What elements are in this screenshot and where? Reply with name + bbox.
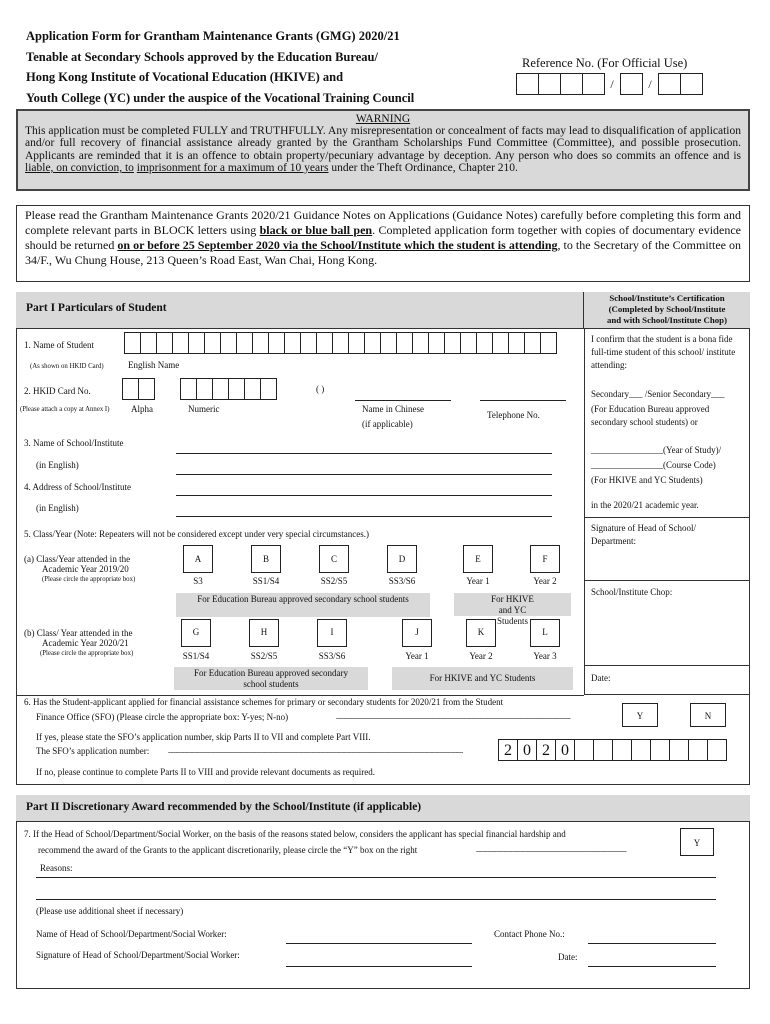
cert-heading-line-3: and with School/Institute Chop) (606, 315, 727, 325)
cert-heading-line-2: (Completed by School/Institute (608, 304, 726, 314)
title-line-2: Tenable at Secondary Schools approved by the Education Bureau/ (26, 49, 378, 64)
q6-yes-box[interactable]: Y (622, 703, 658, 727)
sfo-digit: 2 (536, 739, 556, 761)
notice-text-3: , to the Secretary of the Committee on 34/F., Wu Chung House, 213 Queen’s Road East, Wan Chai, Hong Kong. (25, 238, 741, 267)
school-name-line[interactable] (176, 453, 552, 454)
q3-in-english: (in English) (36, 460, 79, 470)
cert-date: Date: (591, 673, 611, 683)
ref-box[interactable] (560, 73, 583, 95)
hkive-group-band: For HKIVE and YC Students (454, 593, 571, 616)
q7-line-2: recommend the award of the Grants to the applicant discretionarily, please circle the “Y” box on the right (38, 845, 418, 855)
part1-heading: Part I Particulars of Student (16, 292, 584, 329)
warning-text-underline-2: imprisonment for a maximum of 10 years (136, 161, 329, 174)
q1-note: (As shown on HKID Card) (30, 363, 104, 370)
sfo-digit-empty[interactable] (631, 739, 651, 761)
q2-label: 2. HKID Card No. (24, 386, 91, 396)
reference-number-field[interactable] (516, 73, 702, 95)
school-name-english-line[interactable] (176, 474, 552, 475)
warning-box (16, 109, 750, 191)
part2-date-line[interactable] (588, 966, 716, 967)
english-name-label: English Name (128, 360, 180, 370)
q5-label: 5. Class/Year (Note: Repeaters will not be considered except under very special circumstances.) (24, 529, 369, 539)
class-option-label: Year 2 (533, 576, 557, 586)
reasons-line[interactable] (36, 877, 716, 878)
sfo-digit: 0 (517, 739, 537, 761)
warning-text: This application must be completed FULLY and TRUTHFULLY. Any misrepresentation or concealment of facts may lead to disqualification of application and/or full recovery of financial assistance already granted by the Grantham Scholarships Fund Committee (Committee), and possible prosecution. Applicants are reminded that it is an offence to obtain property/pecuniary advantage by deception. Any person who does so commits an offence and is (25, 125, 741, 162)
notice-text-1: Please read the Grantham Maintenance Grants 2020/21 Guidance Notes on Applications (Guidance Notes) carefully before completing this form and complete relevant parts in BLOCK letters using (25, 208, 741, 237)
telephone-line[interactable] (480, 400, 566, 401)
q4-label: 4. Address of School/Institute (24, 482, 131, 492)
additional-sheet-note: (Please use additional sheet if necessary) (36, 906, 184, 916)
ref-separator: / (648, 77, 652, 91)
hkive-group-band: For HKIVE and YC Students (392, 667, 573, 690)
class-option-label: SS2/S5 (320, 576, 348, 586)
telephone-label: Telephone No. (487, 410, 540, 420)
ref-box[interactable] (658, 73, 681, 95)
q2-note: (Please attach a copy at Annex I) (20, 406, 110, 413)
ref-box[interactable] (582, 73, 605, 95)
sfo-digit-empty[interactable] (612, 739, 632, 761)
cert-hkive-note: (For HKIVE and YC Students) (591, 475, 703, 485)
reasons-label: Reasons: (40, 863, 73, 873)
class-option-letter: K (477, 627, 485, 637)
q6-no-box[interactable]: N (690, 703, 726, 727)
q6-if-yes: If yes, please state the SFO’s application number, skip Parts II to VII and complete Part VIII. (36, 732, 371, 742)
class-option-label: SS1/S4 (182, 651, 210, 661)
certification-heading (584, 292, 750, 329)
if-applicable-label: (if applicable) (362, 419, 413, 429)
warning-text-end: under the Theft Ordinance, Chapter 210. (328, 161, 518, 174)
class-option-letter: E (475, 554, 481, 564)
head-signature-label: Signature of Head of School/Department/Social Worker: (36, 950, 240, 960)
class-option-letter: L (542, 627, 548, 637)
cert-year-of-study: ________________(Year of Study)/ (591, 445, 722, 455)
reference-label: Reference No. (For Official Use) (522, 56, 688, 70)
sfo-digit-empty[interactable] (688, 739, 708, 761)
sfo-digit-empty[interactable] (707, 739, 727, 761)
q7-yes-box[interactable]: Y (680, 828, 714, 856)
class-option-label: S3 (193, 576, 203, 586)
class-option-label: SS2/S5 (250, 651, 278, 661)
notice-bold-2: on or before 25 September 2020 via the School/Institute which the student is attending (117, 238, 558, 252)
cert-divider (584, 517, 750, 518)
q4-in-english: (in English) (36, 503, 79, 513)
sfo-digit: 2 (498, 739, 518, 761)
sfo-digit-empty[interactable] (650, 739, 670, 761)
sfo-digit-empty[interactable] (669, 739, 689, 761)
q6-line-1: 6. Has the Student-applicant applied for financial assistance schemes for primary or secondary students for 2020/21 from the Student (24, 697, 504, 707)
sfo-application-number[interactable] (498, 739, 727, 761)
class-option-label: Year 2 (469, 651, 493, 661)
ref-box[interactable] (516, 73, 539, 95)
head-signature-line[interactable] (286, 966, 472, 967)
school-address-line[interactable] (176, 495, 552, 496)
cert-course-code: ________________(Course Code) (591, 460, 716, 470)
class-option-letter: A (194, 554, 202, 564)
cert-divider (584, 694, 750, 695)
class-option-label: Year 1 (405, 651, 429, 661)
chinese-name-label: Name in Chinese (362, 404, 424, 414)
hkid-check-digit[interactable]: ( ) (316, 384, 325, 394)
class-option-label: Year 1 (466, 576, 490, 586)
q1-label: 1. Name of Student (24, 340, 94, 350)
reasons-line[interactable] (36, 899, 716, 900)
cert-divider (584, 580, 750, 581)
cert-chop: School/Institute Chop: (591, 587, 673, 597)
ref-box[interactable] (620, 73, 643, 95)
class-option-label: Year 3 (533, 651, 557, 661)
q5a-line-2: Academic Year 2019/20 (42, 564, 129, 574)
class-option-label: SS3/S6 (388, 576, 416, 586)
hkid-numeric-boxes[interactable] (180, 378, 276, 400)
class-option-label: SS1/S4 (252, 576, 280, 586)
edb-group-band: For Education Bureau approved secondary school students (174, 667, 368, 690)
q6-leader: -------------------------------------------------------------------------------------------------------------------------------- (336, 714, 571, 722)
class-option-letter: C (330, 554, 337, 564)
head-name-label: Name of Head of School/Department/Social Worker: (36, 929, 227, 939)
q5a-note: (Please circle the appropriate box) (42, 576, 136, 583)
q7-line-1: 7. If the Head of School/Department/Social Worker, on the basis of the reasons stated below, considers the applicant has special financial hardship and (24, 829, 566, 839)
sfo-digit: 0 (555, 739, 575, 761)
cert-edb-note: (For Education Bureau approved secondary school students) or (591, 404, 710, 427)
class-option-letter: F (542, 554, 548, 564)
q5a-line-1: (a) Class/Year attended in the (24, 554, 131, 564)
chinese-name-line[interactable] (355, 400, 451, 401)
part2-date-label: Date: (558, 952, 578, 962)
notice-bold-1: black or blue ball pen (259, 223, 373, 237)
hkid-alpha-boxes[interactable] (122, 378, 154, 400)
q6-line-2: Finance Office (SFO) (Please circle the appropriate box: Y-yes; N-no) (36, 712, 289, 722)
class-option-letter: I (330, 627, 334, 637)
q5b-line-1: (b) Class/ Year attended in the (24, 628, 133, 638)
class-option-label: SS3/S6 (318, 651, 346, 661)
sfo-digit-empty[interactable] (574, 739, 594, 761)
cert-academic-year: in the 2020/21 academic year. (591, 500, 699, 510)
class-option-letter: H (260, 627, 268, 637)
cert-confirm: I confirm that the student is a bona fide full-time student of this school/ institute attending: (591, 334, 736, 370)
form-title (26, 26, 414, 108)
ref-box[interactable] (538, 73, 561, 95)
warning-title: WARNING (355, 113, 411, 125)
title-line-3: Hong Kong Institute of Vocational Education (HKIVE) and (26, 70, 344, 84)
head-name-line[interactable] (286, 943, 472, 944)
ref-box[interactable] (680, 73, 703, 95)
class-option-letter: J (415, 627, 419, 637)
guidance-notice (16, 205, 750, 282)
sfo-digit-empty[interactable] (593, 739, 613, 761)
numeric-label: Numeric (188, 404, 220, 414)
contact-phone-label: Contact Phone No.: (494, 929, 565, 939)
q7-leader: ---------------------------------------------------------------------------------- (476, 847, 627, 855)
q6-sfo-leader: ----------------------------------------------------------------------------------------------------------------------------------------------------------------- (168, 748, 463, 756)
cert-secondary: Secondary___ /Senior Secondary___ (591, 389, 725, 399)
q6-divider (16, 695, 584, 696)
contact-phone-line[interactable] (588, 943, 716, 944)
part2-heading: Part II Discretionary Award recommended by the School/Institute (if applicable) (16, 795, 750, 822)
q3-label: 3. Name of School/Institute (24, 438, 124, 448)
class-option-letter: D (398, 554, 406, 564)
cert-divider (584, 665, 750, 666)
notice-text-2: . Completed application form together with copies of documentary evidence should be returned (25, 223, 742, 252)
class-option-letter: G (192, 627, 200, 637)
q5b-note: (Please circle the appropriate box) (40, 650, 134, 657)
q6-sfo-label: The SFO’s application number: (36, 746, 150, 756)
cert-heading-line-1: School/Institute’s Certification (609, 293, 725, 303)
warning-text-underline-1: liable, on conviction, to (25, 161, 134, 174)
school-address-english-line[interactable] (176, 516, 552, 517)
q5b-line-2: Academic Year 2020/21 (42, 638, 129, 648)
class-option-letter: B (262, 554, 269, 564)
ref-separator: / (610, 77, 614, 91)
q6-if-no: If no, please continue to complete Parts II to VIII and provide relevant documents as required. (36, 767, 375, 777)
english-name-boxes[interactable] (124, 332, 556, 354)
cert-signature: Signature of Head of School/ Department: (591, 523, 696, 546)
title-line-1: Application Form for Grantham Maintenance Grants (GMG) 2020/21 (26, 29, 400, 43)
edb-group-band: For Education Bureau approved secondary school students (176, 593, 430, 617)
alpha-label: Alpha (131, 404, 153, 414)
title-line-4: Youth College (YC) under the auspice of the Vocational Training Council (26, 90, 415, 105)
